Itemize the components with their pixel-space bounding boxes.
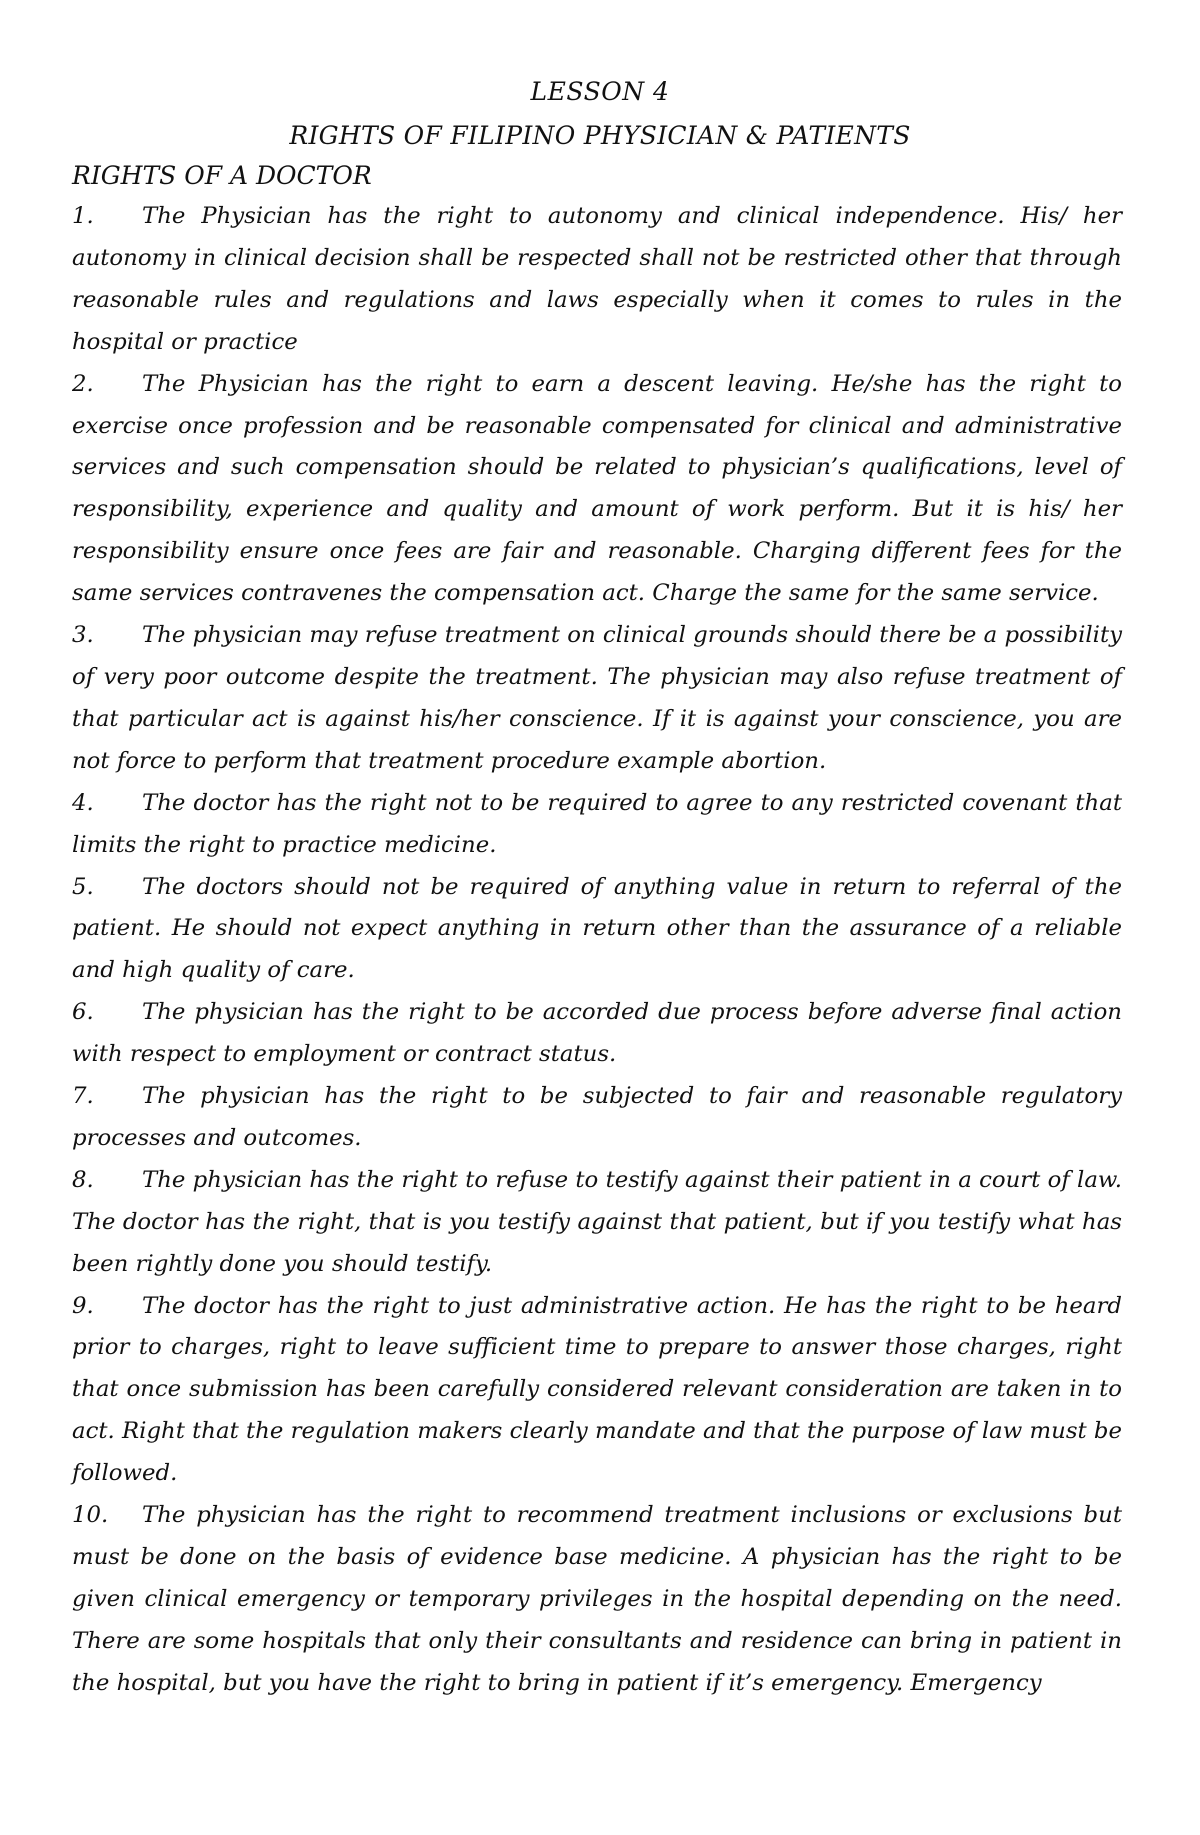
item-text: The physician has the right to be subjected to fair and reasonable regulatory processes and outcomes.: [72, 1083, 1122, 1151]
item-number: 8.: [72, 1166, 94, 1193]
list-item: [72, 196, 1122, 364]
item-number: 7.: [72, 1083, 94, 1110]
item-text: The physician has the right to refuse to testify against their patient in a court of law. The doctor has the right, that is you testify against that patient, but if you testify what has been rightly done you should testify.: [72, 1166, 1122, 1277]
item-number: 3.: [72, 622, 94, 649]
item-number: 4.: [72, 789, 94, 816]
item-text: The doctor has the right to just administrative action. He has the right to be heard prior to charges, right to leave sufficient time to prepare to answer those charges, right that once submission has been carefully considered relevant consideration are taken in to act. Right that the regulation makers clearly mandate and that the purpose of law must be followed.: [72, 1292, 1123, 1487]
item-number: 10.: [72, 1502, 109, 1529]
item-text: The doctor has the right not to be required to agree to any restricted covenant that limits the right to practice medicine.: [72, 789, 1122, 858]
item-text: The physician has the right to recommend treatment inclusions or exclusions but must be done on the basis of evidence base medicine. A physician has the right to be given clinical emergency or temporary privileges in the hospital depending on the need. There are some hospitals that only their consultants and residence can bring in patient in the hospital, but you have the right to bring in patient if it’s emergency. Emergency: [72, 1502, 1122, 1696]
list-item: [72, 867, 1122, 993]
lesson-subtitle: RIGHTS OF FILIPINO PHYSICIAN & PATIENTS: [289, 121, 911, 150]
list-item: [72, 783, 1122, 867]
item-text: The physician may refuse treatment on clinical grounds should there be a possibility of very poor outcome despite the treatment. The physician may also refuse treatment of that particular act is against his/her conscience. If it is against your conscience, you are not force to perform that treatment procedure example abortion.: [72, 622, 1122, 774]
item-number: 2.: [72, 370, 94, 397]
item-number: 6.: [72, 999, 94, 1026]
list-item: [72, 1160, 1122, 1286]
list-item: [72, 1286, 1122, 1496]
item-text: The doctors should not be required of anything value in return to referral of the patient. He should not expect anything in return other than the assurance of a reliable and high quality of care.: [72, 873, 1122, 984]
item-number: 9.: [72, 1292, 94, 1319]
lesson-title: LESSON 4: [530, 77, 670, 106]
list-item: [72, 992, 1122, 1076]
list-item: [72, 1495, 1122, 1705]
list-item: [72, 615, 1122, 783]
rights-list: [72, 196, 1122, 1705]
item-number: 1.: [72, 203, 94, 229]
item-text: The physician has the right to be accorded due process before adverse final action with respect to employment or contract status.: [72, 999, 1122, 1068]
section-heading: RIGHTS OF A DOCTOR: [72, 161, 372, 190]
list-item: [72, 1076, 1122, 1160]
item-text: The Physician has the right to autonomy and clinical independence. His/ her autonomy in clinical decision shall be respected shall not be restricted other that through reasonable rules and regulations and laws especially when it comes to rules in the hospital or practice: [72, 203, 1122, 355]
item-text: The Physician has the right to earn a descent leaving. He/she has the right to exercise once profession and be reasonable compensated for clinical and administrative services and such compensation should be related to physician’s qualifications, level of responsibility, experience and quality and amount of work perform. But it is his/ her responsibility ensure once fees are fair and reasonable. Charging different fees for the same services contravenes the compensation act. Charge the same for the same service.: [72, 370, 1122, 607]
item-number: 5.: [72, 873, 94, 900]
list-item: [72, 364, 1122, 615]
